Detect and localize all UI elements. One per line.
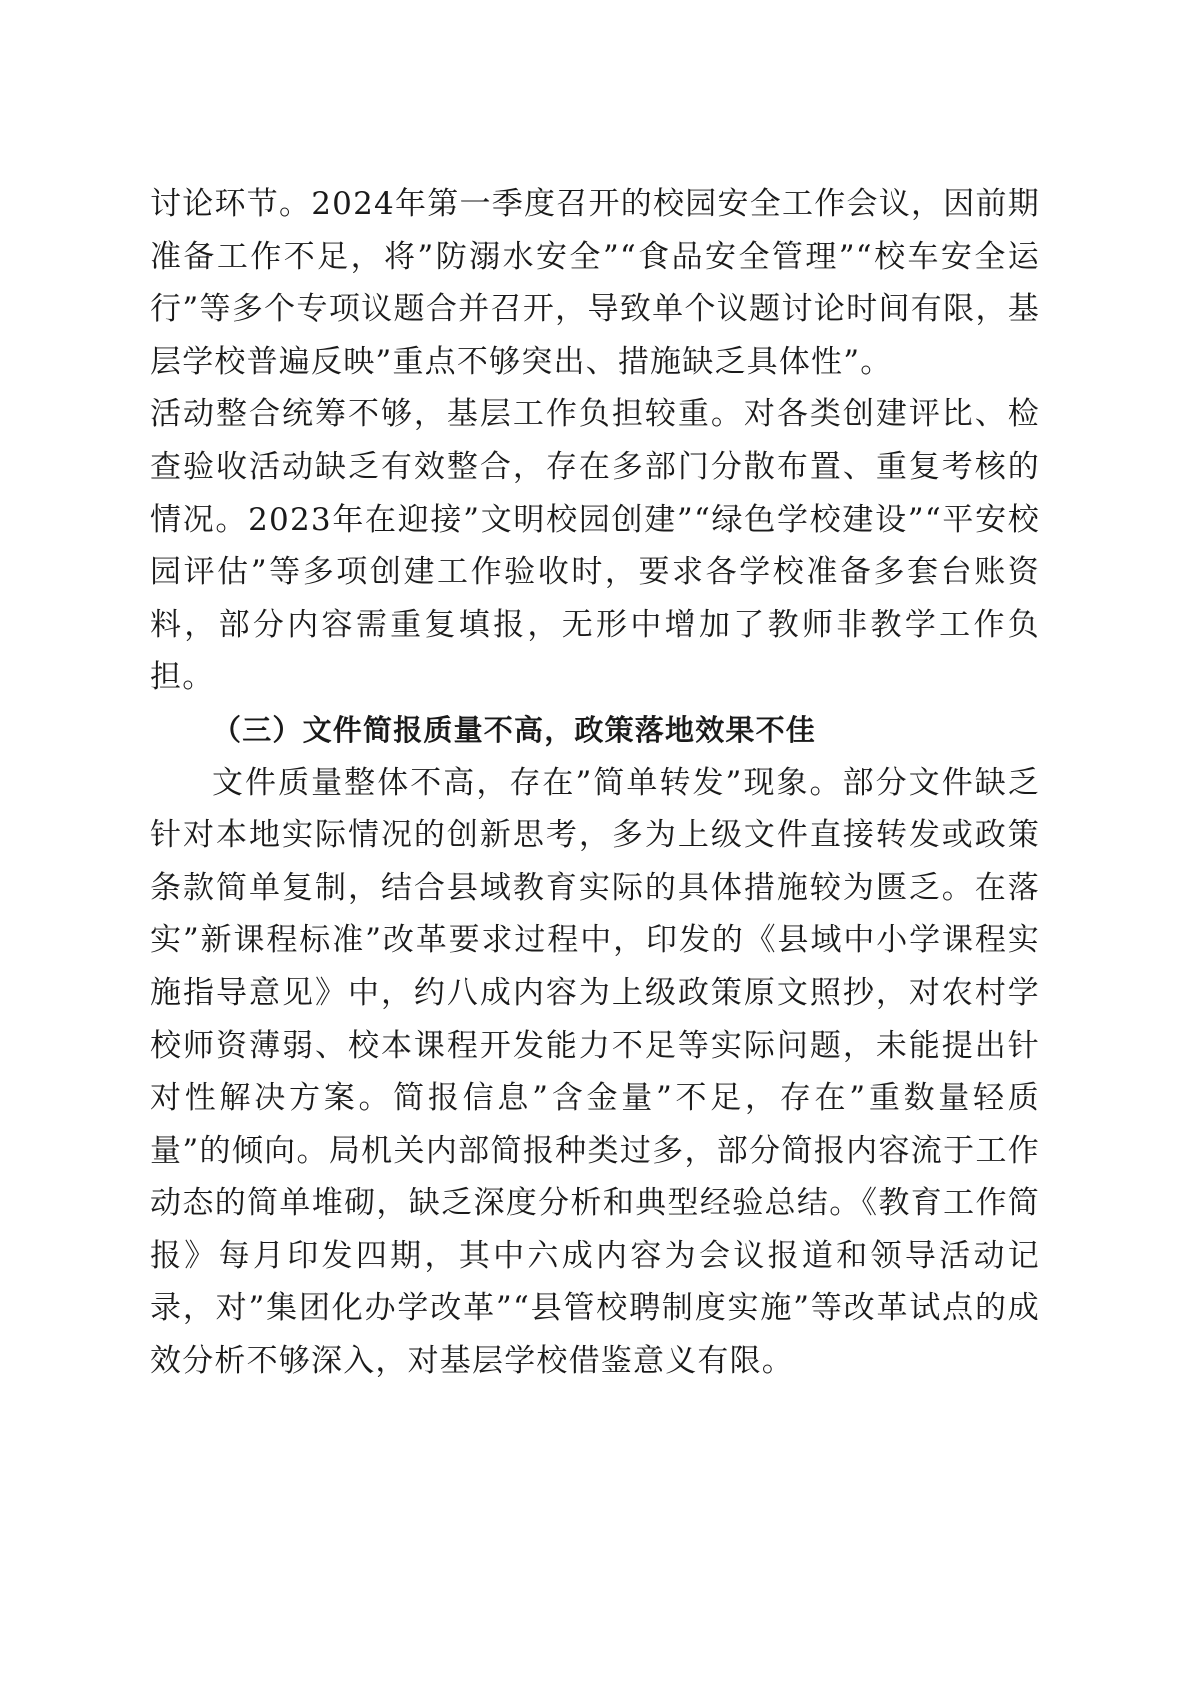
document-body (150, 178, 1040, 1388)
paragraph-document-quality: 文件质量整体不高，存在”简单转发”现象。部分文件缺乏针对本地实际情况的创新思考，多为上级文件直接转发或政策条款简单复制，结合县域教育实际的具体措施较为匮乏。在落实”新课程标准”改革要求过程中，印发的《县域中小学课程实施指导意见》中，约八成内容为上级政策原文照抄，对农村学校师资薄弱、校本课程开发能力不足等实际问题，未能提出针对性解决方案。简报信息”含金量”不足，存在”重数量轻质量”的倾向。局机关内部简报种类过多，部分简报内容流于工作动态的简单堆砌，缺乏深度分析和典型经验总结。《教育工作简报》每月印发四期，其中六成内容为会议报道和领导活动记录，对”集团化办学改革”“县管校聘制度实施”等改革试点的成效分析不够深入，对基层学校借鉴意义有限。 (150, 764, 1040, 1380)
section-heading-three: （三）文件简报质量不高，政策落地效果不佳 (212, 712, 817, 747)
paragraph-meeting-discussion: 讨论环节。2024年第一季度召开的校园安全工作会议，因前期准备工作不足，将”防溺水安全”“食品安全管理”“校车安全运行”等多个专项议题合并召开，导致单个议题讨论时间有限，基层学校普遍反映”重点不够突出、措施缺乏具体性”。 (150, 186, 1040, 380)
paragraph-activity-integration: 活动整合统筹不够，基层工作负担较重。对各类创建评比、检查验收活动缺乏有效整合，存在多部门分散布置、重复考核的情况。2023年在迎接”文明校园创建”“绿色学校建设”“平安校园评估”等多项创建工作验收时，要求各学校准备多套台账资料，部分内容需重复填报，无形中增加了教师非教学工作负担。 (150, 396, 1040, 696)
